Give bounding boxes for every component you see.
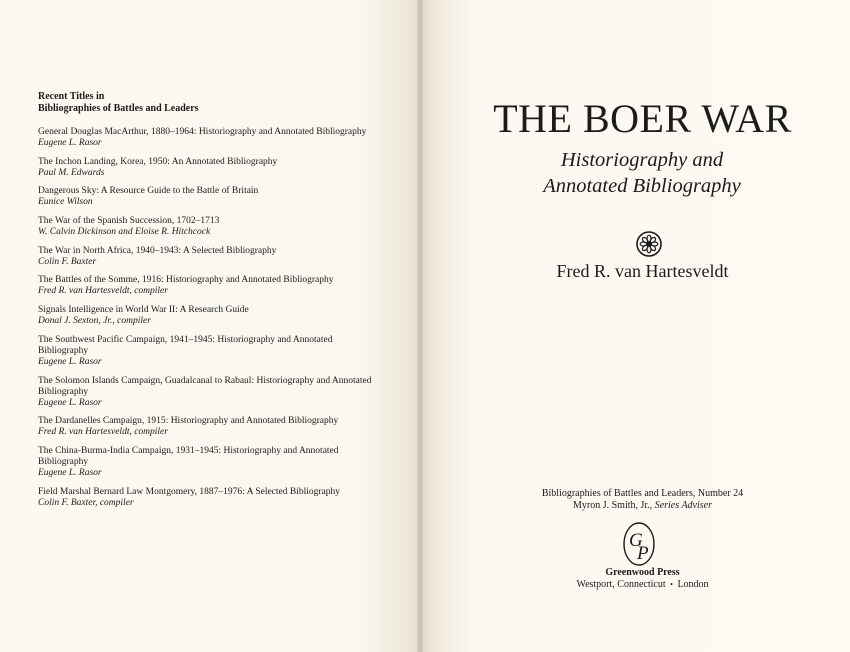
list-item — [38, 157, 383, 179]
book-list-title: The Inchon Landing, Korea, 1950: An Annotated Bibliography — [38, 156, 278, 167]
book-list-author: W. Calvin Dickinson and Eloise R. Hitchcock — [38, 227, 211, 238]
list-item — [38, 275, 383, 297]
book-list-author: Eugene L. Rasor — [38, 397, 102, 408]
book-list-author: Eunice Wilson — [38, 197, 93, 208]
list-item — [38, 487, 383, 509]
book-list-author: Paul M. Edwards — [38, 167, 105, 178]
list-item — [38, 335, 383, 368]
book-list-author: Eugene L. Rasor — [38, 138, 102, 148]
book-list-title: The Battles of the Somme, 1916: Historiography and Annotated Bibliography — [38, 275, 334, 286]
publisher-city: Westport, Connecticut — [576, 579, 666, 590]
logo-letter-p: P — [637, 543, 649, 564]
separator-dot: • — [670, 580, 673, 589]
logo-letter-g: G — [629, 530, 643, 551]
book-list-title: The Solomon Islands Campaign, Guadalcanal to Rabaul: Historiography and Annotated Bibliography — [38, 375, 372, 397]
book-list-title: The War of the Spanish Succession, 1702–1713 — [38, 216, 220, 227]
list-item — [38, 127, 383, 149]
greenwood-press-logo — [616, 521, 662, 567]
book-author: Fred R. van Hartesveldt — [556, 261, 729, 281]
book-list-title: Dangerous Sky: A Resource Guide to the Battle of Britain — [38, 186, 259, 197]
book-subtitle — [420, 147, 850, 199]
book-list-author: Colin F. Baxter — [38, 256, 97, 267]
subtitle-line: Historiography and — [560, 149, 724, 171]
series-adviser-line — [435, 500, 850, 512]
list-item — [38, 376, 383, 409]
book-list-author: Donal J. Sexton, Jr., compiler — [38, 316, 151, 327]
book-list-author: Colin F. Baxter, compiler — [38, 497, 134, 508]
flower-ornament-icon — [636, 231, 662, 257]
book-list-title: General Douglas MacArthur, 1880–1964: Historiography and Annotated Bibliography — [38, 127, 367, 137]
book-list-title: The Southwest Pacific Campaign, 1941–1945: Historiography and Annotated Bibliography — [38, 334, 333, 356]
series-line: Bibliographies of Battles and Leaders, Number 24 — [541, 488, 744, 499]
list-item — [38, 305, 383, 327]
book-list-title: The Dardanelles Campaign, 1915: Historiography and Annotated Bibliography — [38, 416, 339, 427]
adviser-name: Myron J. Smith, Jr., — [573, 500, 653, 511]
publisher-name: Greenwood Press — [605, 567, 680, 578]
series-heading — [38, 91, 199, 115]
book-list-title: Signals Intelligence in World War II: A Research Guide — [38, 305, 249, 316]
recent-titles-list — [38, 127, 383, 516]
book-list-author: Fred R. van Hartesveldt, compiler — [38, 286, 168, 297]
book-title: THE BOER WAR — [493, 96, 792, 141]
list-item — [38, 186, 383, 208]
list-item — [38, 416, 383, 438]
publisher-location — [435, 579, 850, 591]
publisher-block — [420, 567, 850, 591]
series-heading-line: Recent Titles in — [38, 91, 105, 102]
book-list-author: Eugene L. Rasor — [38, 356, 102, 367]
book-list-author: Eugene L. Rasor — [38, 467, 102, 478]
book-list-title: Field Marshal Bernard Law Montgomery, 1887–1976: A Selected Bibliography — [38, 486, 341, 497]
adviser-role: Series Adviser — [654, 500, 712, 511]
book-list-title: The War in North Africa, 1940–1943: A Selected Bibliography — [38, 245, 277, 256]
subtitle-line: Annotated Bibliography — [543, 175, 741, 197]
series-info — [420, 488, 850, 512]
book-list-author: Fred R. van Hartesveldt, compiler — [38, 427, 168, 438]
list-item — [38, 446, 383, 479]
series-heading-line: Bibliographies of Battles and Leaders — [38, 103, 199, 114]
list-item — [38, 246, 383, 268]
list-item — [38, 216, 383, 238]
publisher-city-2: London — [677, 579, 709, 590]
book-list-title: The China-Burma-India Campaign, 1931–1945: Historiography and Annotated Bibliography — [38, 445, 339, 467]
